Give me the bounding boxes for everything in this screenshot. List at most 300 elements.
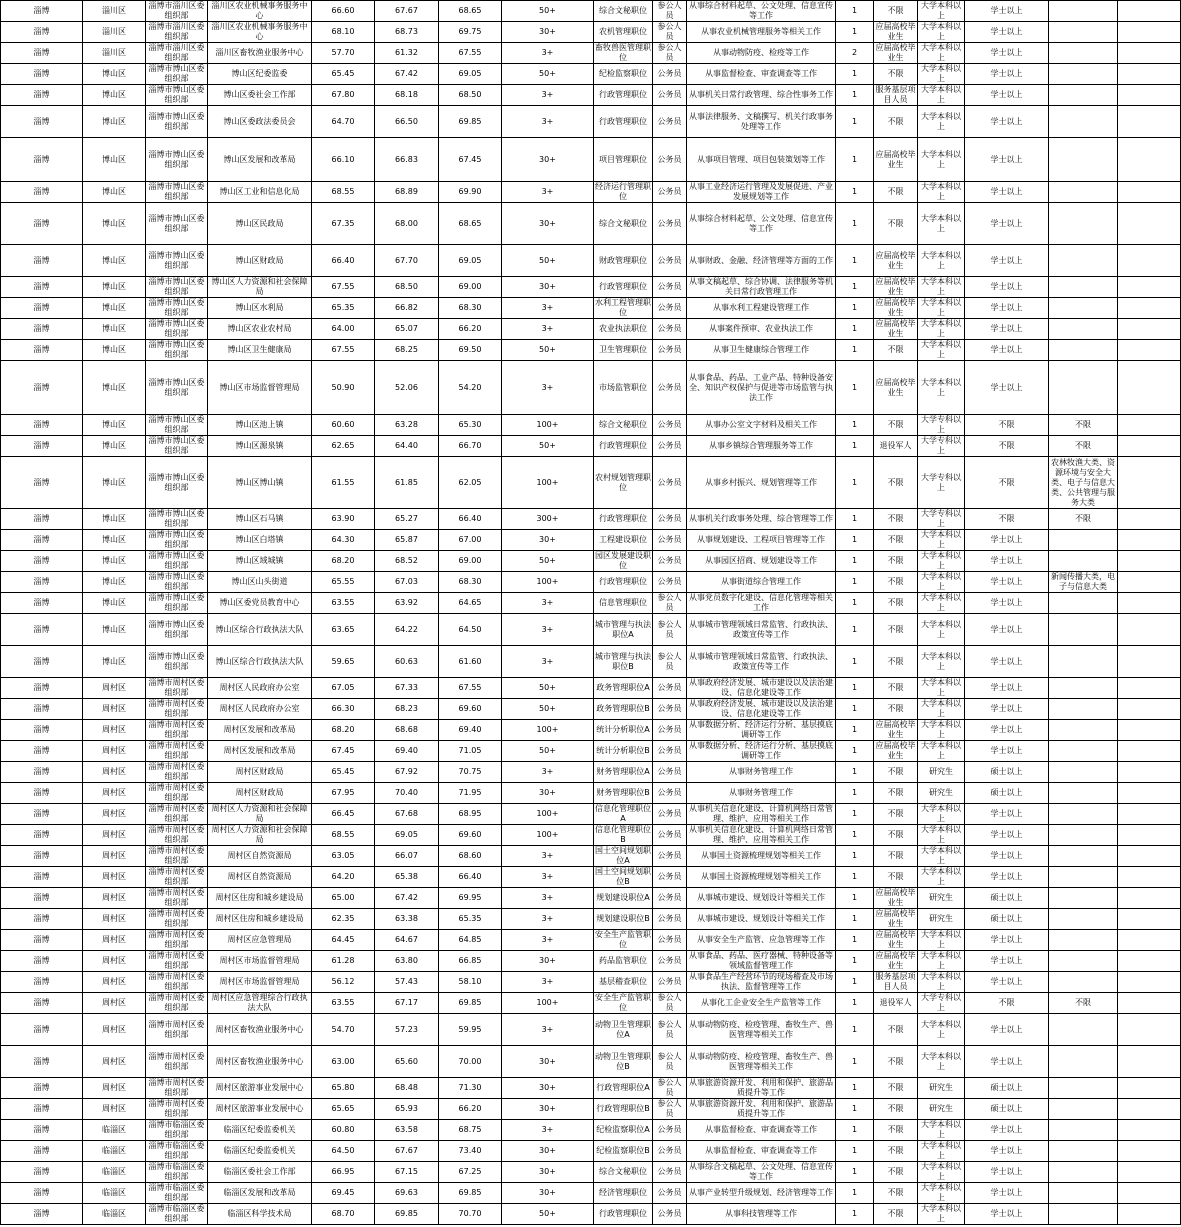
cell-max-score: 69.60 [439, 825, 502, 846]
cell-avg-score: 68.00 [375, 203, 439, 245]
cell-min-score: 66.45 [312, 804, 375, 825]
cell-max-score: 64.50 [439, 614, 502, 646]
cell-recruiting-dept: 淄博市周村区委组织部 [146, 720, 208, 741]
cell-employer: 博山区农业农村局 [208, 319, 312, 340]
cell-min-score: 63.55 [312, 993, 375, 1014]
cell-district: 周村区 [83, 720, 146, 741]
cell-position-type: 公务员 [653, 720, 687, 741]
cell-education: 研究生 [918, 762, 965, 783]
cell-employer: 周村区住房和城乡建设局 [208, 909, 312, 930]
cell-max-score: 69.00 [439, 277, 502, 298]
cell-position-name: 基层稽查职位 [594, 972, 653, 993]
cell-notes [1118, 762, 1181, 783]
cell-position-name: 综合文秘职位 [594, 415, 653, 436]
cell-position-name: 信息化管理职位A [595, 804, 651, 823]
table-row [1, 277, 1181, 298]
cell-notes [1118, 993, 1181, 1014]
cell-avg-score: 63.38 [375, 909, 439, 930]
cell-employer: 周村区畜牧渔业服务中心 [208, 1046, 312, 1078]
cell-employer: 临淄区科学技术局 [208, 1204, 312, 1225]
table-row [1, 804, 1181, 825]
cell-degree: 学士以上 [965, 572, 1049, 593]
cell-position-name: 安全生产监管职位 [595, 993, 651, 1012]
cell-position-name: 国土空间规划职位A [595, 846, 651, 865]
cell-position-type: 参公人员 [653, 22, 687, 43]
cell-position-name: 药品监管职位 [594, 951, 653, 972]
cell-major [1049, 1204, 1118, 1225]
cell-headcount: 1 [836, 678, 874, 699]
cell-city: 淄博 [1, 825, 83, 846]
cell-avg-score: 57.43 [375, 972, 439, 993]
cell-job-duties: 从事文稿起草、综合协调、法律服务等机关日常行政管理工作 [687, 277, 836, 298]
cell-min-score: 61.28 [312, 951, 375, 972]
cell-city: 淄博 [1, 951, 83, 972]
cell-candidate-type: 应届高校毕业生 [874, 245, 918, 277]
cell-notes [1118, 106, 1181, 138]
cell-job-duties: 从事数据分析、经济运行分析、基层摸底调研等工作 [687, 720, 836, 741]
cell-education: 研究生 [918, 1099, 965, 1120]
cell-min-score: 65.45 [312, 64, 375, 85]
cell-recruiting-dept: 淄博市周村区委组织部 [146, 972, 208, 993]
cell-avg-score: 68.68 [375, 720, 439, 741]
cell-major [1049, 64, 1118, 85]
cell-min-score: 54.70 [312, 1014, 375, 1046]
cell-education: 研究生 [918, 888, 965, 909]
cell-education: 大学专科以上 [918, 415, 965, 436]
cell-employer: 博山区工业和信息化局 [208, 182, 312, 203]
cell-candidate-type: 退役军人 [874, 993, 918, 1014]
cell-max-score: 68.95 [439, 804, 502, 825]
cell-avg-score: 64.22 [375, 614, 439, 646]
cell-job-duties: 从事园区招商、规划建设等工作 [687, 551, 836, 572]
cell-avg-score: 69.05 [375, 825, 439, 846]
cell-applicants: 3+ [502, 867, 594, 888]
cell-headcount: 1 [836, 646, 874, 678]
cell-education: 研究生 [918, 1078, 965, 1099]
cell-employer: 博山区综合行政执法大队 [208, 646, 312, 678]
cell-applicants: 100+ [502, 825, 594, 846]
cell-max-score: 64.85 [439, 930, 502, 951]
cell-candidate-type: 应届高校毕业生 [875, 951, 916, 970]
cell-position-type: 公务员 [653, 783, 687, 804]
cell-city: 淄博 [1, 298, 83, 319]
cell-employer: 周村区财政局 [208, 783, 312, 804]
cell-city: 淄博 [1, 972, 83, 993]
table-row [1, 1204, 1181, 1225]
cell-notes [1118, 593, 1181, 614]
cell-employer: 周村区人民政府办公室 [208, 699, 312, 720]
cell-notes [1118, 1183, 1181, 1204]
cell-max-score: 71.05 [439, 741, 502, 762]
cell-position-type: 公务员 [653, 245, 687, 277]
cell-avg-score: 65.60 [375, 1046, 439, 1078]
cell-position-name: 城市管理与执法职位A [594, 614, 653, 646]
cell-min-score: 57.70 [312, 43, 375, 64]
cell-education: 大学专科以上 [918, 509, 965, 530]
cell-job-duties: 从事机关日常行政管理、综合性事务工作 [687, 85, 836, 106]
cell-min-score: 62.65 [312, 436, 375, 457]
cell-candidate-type: 应届高校毕业生 [874, 138, 918, 182]
cell-applicants: 100+ [502, 415, 594, 436]
cell-min-score: 67.55 [312, 340, 375, 361]
cell-min-score: 65.35 [312, 298, 375, 319]
cell-major [1049, 678, 1118, 699]
cell-avg-score: 68.18 [375, 85, 439, 106]
cell-headcount: 1 [836, 277, 874, 298]
table-row [1, 888, 1181, 909]
cell-education: 大学本科以上 [918, 106, 965, 138]
cell-headcount: 1 [836, 1, 874, 22]
cell-notes [1118, 1099, 1181, 1120]
cell-applicants: 30+ [502, 138, 594, 182]
cell-avg-score: 65.27 [375, 509, 439, 530]
cell-avg-score: 70.40 [375, 783, 439, 804]
cell-education: 大学本科以上 [918, 182, 965, 203]
cell-degree: 学士以上 [965, 699, 1049, 720]
cell-education: 大学本科以上 [918, 245, 965, 277]
cell-recruiting-dept: 淄博市临淄区委组织部 [146, 1204, 208, 1225]
table-row [1, 867, 1181, 888]
cell-education: 大学本科以上 [918, 699, 965, 720]
cell-notes [1118, 457, 1181, 509]
cell-headcount: 1 [836, 106, 874, 138]
cell-position-name: 国土空间规划职位B [595, 867, 651, 886]
cell-min-score: 68.55 [312, 182, 375, 203]
cell-headcount: 1 [836, 1014, 874, 1046]
cell-notes [1118, 972, 1181, 993]
cell-degree: 学士以上 [965, 867, 1049, 888]
cell-min-score: 62.35 [312, 909, 375, 930]
cell-education: 研究生 [918, 783, 965, 804]
cell-applicants: 100+ [502, 804, 594, 825]
cell-candidate-type: 应届高校毕业生 [875, 741, 916, 760]
cell-avg-score: 68.23 [375, 699, 439, 720]
cell-district: 博山区 [83, 614, 146, 646]
cell-max-score: 69.90 [439, 182, 502, 203]
cell-recruiting-dept: 淄博市周村区委组织部 [146, 867, 208, 888]
cell-city: 淄博 [1, 783, 83, 804]
cell-min-score: 64.70 [312, 106, 375, 138]
cell-degree: 学士以上 [965, 741, 1049, 762]
cell-applicants: 3+ [502, 298, 594, 319]
cell-max-score: 69.00 [439, 551, 502, 572]
cell-degree: 学士以上 [965, 972, 1049, 993]
cell-applicants: 3+ [502, 972, 594, 993]
cell-max-score: 66.85 [439, 951, 502, 972]
cell-education: 大学本科以上 [918, 551, 965, 572]
cell-avg-score: 67.67 [375, 1141, 439, 1162]
cell-min-score: 67.45 [312, 741, 375, 762]
cell-avg-score: 68.52 [375, 551, 439, 572]
cell-position-type: 参公人员 [653, 1014, 687, 1046]
table-row [1, 1141, 1181, 1162]
cell-employer: 博山区发展和改革局 [208, 138, 312, 182]
cell-education: 大学本科以上 [918, 203, 965, 245]
table-row [1, 436, 1181, 457]
cell-applicants: 30+ [502, 1099, 594, 1120]
table-row [1, 415, 1181, 436]
cell-district: 周村区 [83, 867, 146, 888]
cell-job-duties: 从事监督检查、审查调查等工作 [687, 1141, 836, 1162]
cell-recruiting-dept: 淄博市博山区委组织部 [146, 415, 208, 436]
cell-position-name: 信息管理职位 [594, 593, 653, 614]
cell-city: 淄博 [1, 43, 83, 64]
cell-avg-score: 65.93 [375, 1099, 439, 1120]
cell-notes [1118, 1046, 1181, 1078]
cell-applicants: 3+ [502, 646, 594, 678]
cell-position-type: 公务员 [653, 1120, 687, 1141]
cell-max-score: 71.30 [439, 1078, 502, 1099]
cell-district: 博山区 [83, 646, 146, 678]
cell-position-type: 公务员 [653, 509, 687, 530]
cell-max-score: 70.75 [439, 762, 502, 783]
cell-position-type: 公务员 [653, 106, 687, 138]
cell-max-score: 73.40 [439, 1141, 502, 1162]
cell-position-name: 水利工程管理职位 [595, 298, 651, 317]
cell-district: 博山区 [83, 593, 146, 614]
cell-headcount: 1 [836, 1162, 874, 1183]
cell-major [1049, 1, 1118, 22]
cell-district: 博山区 [83, 298, 146, 319]
cell-notes [1118, 951, 1181, 972]
cell-candidate-type: 不限 [874, 551, 918, 572]
cell-candidate-type: 不限 [874, 1014, 918, 1046]
cell-major [1049, 888, 1118, 909]
cell-education: 大学本科以上 [918, 930, 965, 951]
cell-headcount: 1 [836, 551, 874, 572]
cell-city: 淄博 [1, 319, 83, 340]
cell-min-score: 64.00 [312, 319, 375, 340]
cell-major [1049, 551, 1118, 572]
cell-position-name: 动物卫生管理职位B [594, 1046, 653, 1078]
table-row [1, 22, 1181, 43]
cell-major: 不限 [1049, 415, 1118, 436]
cell-avg-score: 68.50 [375, 277, 439, 298]
cell-education: 大学本科以上 [918, 572, 965, 593]
table-row [1, 846, 1181, 867]
cell-major [1049, 972, 1118, 993]
table-row [1, 972, 1181, 993]
cell-district: 周村区 [83, 804, 146, 825]
cell-major [1049, 699, 1118, 720]
cell-education: 大学本科以上 [918, 1014, 965, 1046]
cell-degree: 学士以上 [965, 1, 1049, 22]
cell-job-duties: 从事监督检查、审查调查等工作 [687, 64, 836, 85]
cell-city: 淄博 [1, 888, 83, 909]
cell-candidate-type: 应届高校毕业生 [875, 930, 916, 949]
cell-education: 大学本科以上 [918, 361, 965, 415]
cell-notes [1118, 182, 1181, 203]
cell-degree: 学士以上 [965, 138, 1049, 182]
cell-min-score: 60.60 [312, 415, 375, 436]
cell-applicants: 50+ [502, 245, 594, 277]
cell-applicants: 30+ [502, 1078, 594, 1099]
cell-candidate-type: 不限 [874, 846, 918, 867]
cell-headcount: 1 [836, 436, 874, 457]
cell-min-score: 66.60 [312, 1, 375, 22]
cell-recruiting-dept: 淄博市博山区委组织部 [146, 361, 208, 415]
cell-min-score: 66.10 [312, 138, 375, 182]
cell-notes [1118, 783, 1181, 804]
table-row [1, 741, 1181, 762]
cell-position-name: 项目管理职位 [594, 138, 653, 182]
cell-major [1049, 277, 1118, 298]
cell-applicants: 3+ [502, 846, 594, 867]
cell-notes [1118, 846, 1181, 867]
cell-applicants: 30+ [502, 530, 594, 551]
cell-avg-score: 67.42 [375, 888, 439, 909]
cell-education: 大学本科以上 [918, 1141, 965, 1162]
cell-position-name: 行政管理职位 [594, 509, 653, 530]
cell-candidate-type: 不限 [874, 678, 918, 699]
cell-city: 淄博 [1, 457, 83, 509]
cell-major [1049, 1162, 1118, 1183]
cell-headcount: 1 [836, 85, 874, 106]
cell-min-score: 64.45 [312, 930, 375, 951]
cell-degree: 学士以上 [965, 951, 1049, 972]
cell-max-score: 68.65 [439, 203, 502, 245]
cell-employer: 博山区委党员教育中心 [208, 593, 312, 614]
cell-recruiting-dept: 淄博市周村区委组织部 [146, 699, 208, 720]
cell-headcount: 1 [836, 530, 874, 551]
table-row [1, 1183, 1181, 1204]
cell-district: 周村区 [83, 846, 146, 867]
cell-position-type: 参公人员 [653, 1046, 687, 1078]
cell-degree: 不限 [965, 509, 1049, 530]
cell-recruiting-dept: 淄博市博山区委组织部 [146, 203, 208, 245]
cell-degree: 不限 [965, 415, 1049, 436]
cell-max-score: 69.05 [439, 64, 502, 85]
cell-city: 淄博 [1, 551, 83, 572]
cell-major [1049, 106, 1118, 138]
cell-min-score: 67.95 [312, 783, 375, 804]
cell-avg-score: 67.68 [375, 804, 439, 825]
cell-min-score: 66.30 [312, 699, 375, 720]
cell-notes [1118, 1141, 1181, 1162]
cell-notes [1118, 1162, 1181, 1183]
cell-degree: 学士以上 [965, 340, 1049, 361]
cell-job-duties: 从事综合文稿起草、公文处理、信息宣传等工作 [687, 1162, 836, 1183]
cell-headcount: 1 [836, 1204, 874, 1225]
cell-notes [1118, 825, 1181, 846]
cell-applicants: 30+ [502, 277, 594, 298]
cell-city: 淄博 [1, 1141, 83, 1162]
cell-position-name: 纪检监察职位B [594, 1141, 653, 1162]
cell-position-type: 公务员 [653, 1204, 687, 1225]
cell-applicants: 50+ [502, 699, 594, 720]
cell-notes [1118, 551, 1181, 572]
cell-position-type: 公务员 [653, 298, 687, 319]
cell-candidate-type: 不限 [874, 614, 918, 646]
cell-recruiting-dept: 淄博市博山区委组织部 [146, 436, 208, 457]
cell-district: 周村区 [83, 972, 146, 993]
cell-major [1049, 43, 1118, 64]
table-row [1, 593, 1181, 614]
cell-position-name: 政务管理职位A [594, 678, 653, 699]
cell-major [1049, 1141, 1118, 1162]
cell-position-type: 参公人员 [653, 1099, 687, 1120]
cell-degree: 学士以上 [965, 1141, 1049, 1162]
cell-max-score: 68.50 [439, 85, 502, 106]
table-row [1, 85, 1181, 106]
cell-employer: 临淄区发展和改革局 [208, 1183, 312, 1204]
cell-candidate-type: 不限 [874, 509, 918, 530]
cell-position-type: 公务员 [653, 138, 687, 182]
cell-position-name: 行政管理职位 [594, 436, 653, 457]
cell-degree: 硕士以上 [965, 1099, 1049, 1120]
cell-headcount: 1 [836, 415, 874, 436]
cell-employer: 周村区财政局 [208, 762, 312, 783]
cell-district: 博山区 [83, 85, 146, 106]
cell-degree: 学士以上 [965, 22, 1049, 43]
cell-max-score: 71.95 [439, 783, 502, 804]
cell-position-name: 综合文秘职位 [594, 203, 653, 245]
cell-major [1049, 340, 1118, 361]
cell-candidate-type: 不限 [874, 340, 918, 361]
cell-notes [1118, 319, 1181, 340]
cell-min-score: 67.05 [312, 678, 375, 699]
cell-min-score: 64.20 [312, 867, 375, 888]
cell-education: 大学本科以上 [918, 614, 965, 646]
cell-recruiting-dept: 淄博市周村区委组织部 [146, 1014, 208, 1046]
table-row [1, 720, 1181, 741]
cell-position-name: 动物卫生管理职位A [594, 1014, 653, 1046]
cell-employer: 周村区发展和改革局 [208, 741, 312, 762]
cell-avg-score: 65.87 [375, 530, 439, 551]
cell-notes [1118, 888, 1181, 909]
cell-max-score: 68.65 [439, 1, 502, 22]
cell-position-name: 综合文秘职位 [594, 1162, 653, 1183]
cell-education: 大学本科以上 [918, 298, 965, 319]
cell-avg-score: 69.40 [375, 741, 439, 762]
cell-recruiting-dept: 淄博市博山区委组织部 [146, 614, 208, 646]
cell-city: 淄博 [1, 699, 83, 720]
cell-district: 周村区 [83, 678, 146, 699]
cell-notes [1118, 804, 1181, 825]
cell-major [1049, 930, 1118, 951]
cell-position-name: 财政管理职位 [594, 245, 653, 277]
cell-candidate-type: 不限 [874, 572, 918, 593]
cell-avg-score: 61.32 [375, 43, 439, 64]
cell-avg-score: 57.23 [375, 1014, 439, 1046]
cell-job-duties: 从事数据分析、经济运行分析、基层摸底调研等工作 [687, 741, 836, 762]
cell-min-score: 66.40 [312, 245, 375, 277]
cell-city: 淄博 [1, 678, 83, 699]
cell-recruiting-dept: 淄博市博山区委组织部 [146, 530, 208, 551]
cell-notes [1118, 415, 1181, 436]
cell-max-score: 64.65 [439, 593, 502, 614]
cell-applicants: 3+ [502, 614, 594, 646]
cell-candidate-type: 应届高校毕业生 [875, 22, 916, 41]
cell-employer: 博山区市场监督管理局 [208, 361, 312, 415]
cell-district: 博山区 [83, 530, 146, 551]
table-row [1, 245, 1181, 277]
cell-headcount: 1 [836, 298, 874, 319]
cell-major [1049, 1078, 1118, 1099]
cell-candidate-type: 服务基层项目人员 [875, 972, 916, 991]
cell-recruiting-dept: 淄博市周村区委组织部 [146, 1078, 208, 1099]
cell-avg-score: 65.38 [375, 867, 439, 888]
cell-degree: 学士以上 [965, 106, 1049, 138]
cell-position-type: 公务员 [653, 741, 687, 762]
cell-district: 博山区 [83, 415, 146, 436]
cell-recruiting-dept: 淄博市临淄区委组织部 [146, 1183, 208, 1204]
cell-degree: 学士以上 [965, 277, 1049, 298]
cell-position-type: 公务员 [653, 825, 687, 846]
cell-applicants: 3+ [502, 43, 594, 64]
cell-candidate-type: 不限 [874, 1046, 918, 1078]
cell-candidate-type: 不限 [874, 1, 918, 22]
